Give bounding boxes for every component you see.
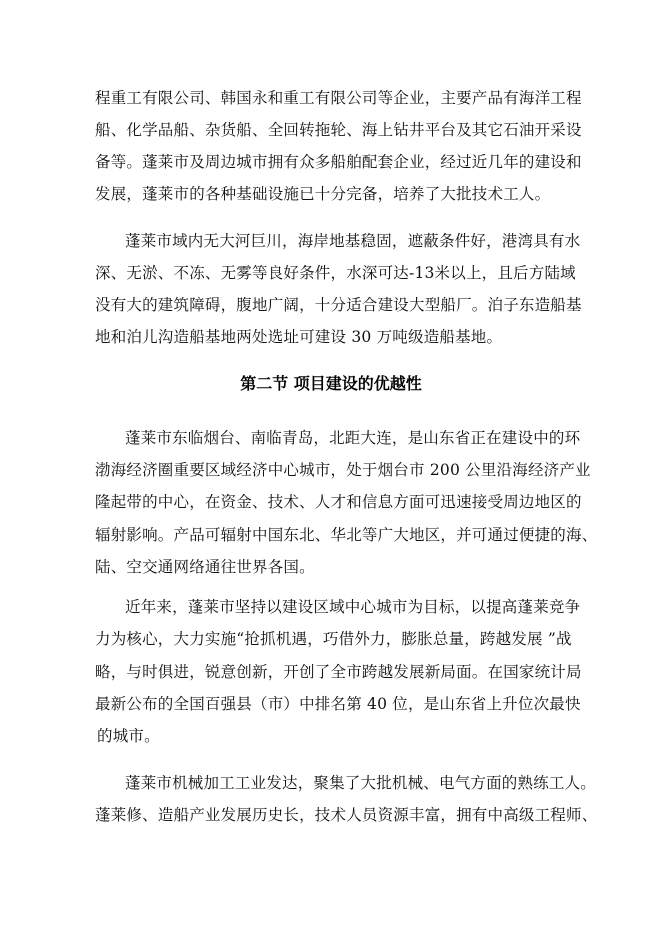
paragraph-3-line-4: 辐射影响。产品可辐射中国东北、华北等广大地区，并可通过便捷的海、	[95, 526, 598, 544]
paragraph-1-line-2: 船、化学品船、杂货船、全回转拖轮、海上钻井平台及其它石油开采设	[95, 121, 582, 139]
paragraph-4-line-5: 的城市。	[97, 727, 160, 745]
paragraph-1-line-3: 备等。蓬莱市及周边城市拥有众多船舶配套企业，经过近几年的建设和	[95, 153, 582, 171]
paragraph-4-line-3: 略，与时俱进，锐意创新，开创了全市跨越发展新局面。在国家统计局	[95, 663, 582, 681]
paragraph-3-line-3: 隆起带的中心，在资金、技术、人才和信息方面可迅速接受周边地区的	[95, 493, 582, 511]
paragraph-3-line-1: 蓬莱市东临烟台、南临青岛，北距大连，是山东省正在建设中的环	[125, 429, 581, 447]
paragraph-4-line-4: 最新公布的全国百强县（市）中排名第 40 位，是山东省上升位次最快	[95, 695, 581, 713]
paragraph-2-line-1: 蓬莱市域内无大河巨川，海岸地基稳固，遮蔽条件好，港湾具有水	[125, 232, 581, 250]
paragraph-1-line-1: 程重工有限公司、韩国永和重工有限公司等企业，主要产品有海洋工程	[95, 89, 582, 107]
paragraph-4-line-2: 力为核心，大力实施“抢抓机遇，巧借外力，膨胀总量，跨越发展 ”战	[95, 630, 572, 648]
paragraph-2-line-4: 地和泊儿沟造船基地两处选址可建设 30 万吨级造船基地。	[95, 328, 503, 346]
paragraph-5-line-1: 蓬莱市机械加工工业发达，聚集了大批机械、电气方面的熟练工人。	[125, 774, 597, 792]
section-heading: 第二节 项目建设的优越性	[240, 374, 422, 393]
paragraph-4-line-1: 近年来，蓬莱市坚持以建设区域中心城市为目标，以提高蓬莱竞争	[125, 598, 581, 616]
paragraph-2-line-3: 没有大的建筑障碍，腹地广阔，十分适合建设大型船厂。泊子东造船基	[95, 296, 582, 314]
paragraph-5-line-2: 蓬莱修、造船产业发展历史长，技术人员资源丰富，拥有中高级工程师、	[95, 806, 598, 824]
paragraph-3-line-5: 陆、空交通网络通往世界各国。	[95, 558, 315, 576]
paragraph-1-line-4: 发展，蓬莱市的各种基础设施已十分完备，培养了大批技术工人。	[95, 185, 551, 203]
paragraph-3-line-2: 渤海经济圈重要区域经济中心城市，处于烟台市 200 公里沿海经济产业	[95, 461, 591, 479]
paragraph-2-line-2: 深、无淤、不冻、无雾等良好条件，水深可达-13米以上，且后方陆域	[95, 264, 576, 282]
